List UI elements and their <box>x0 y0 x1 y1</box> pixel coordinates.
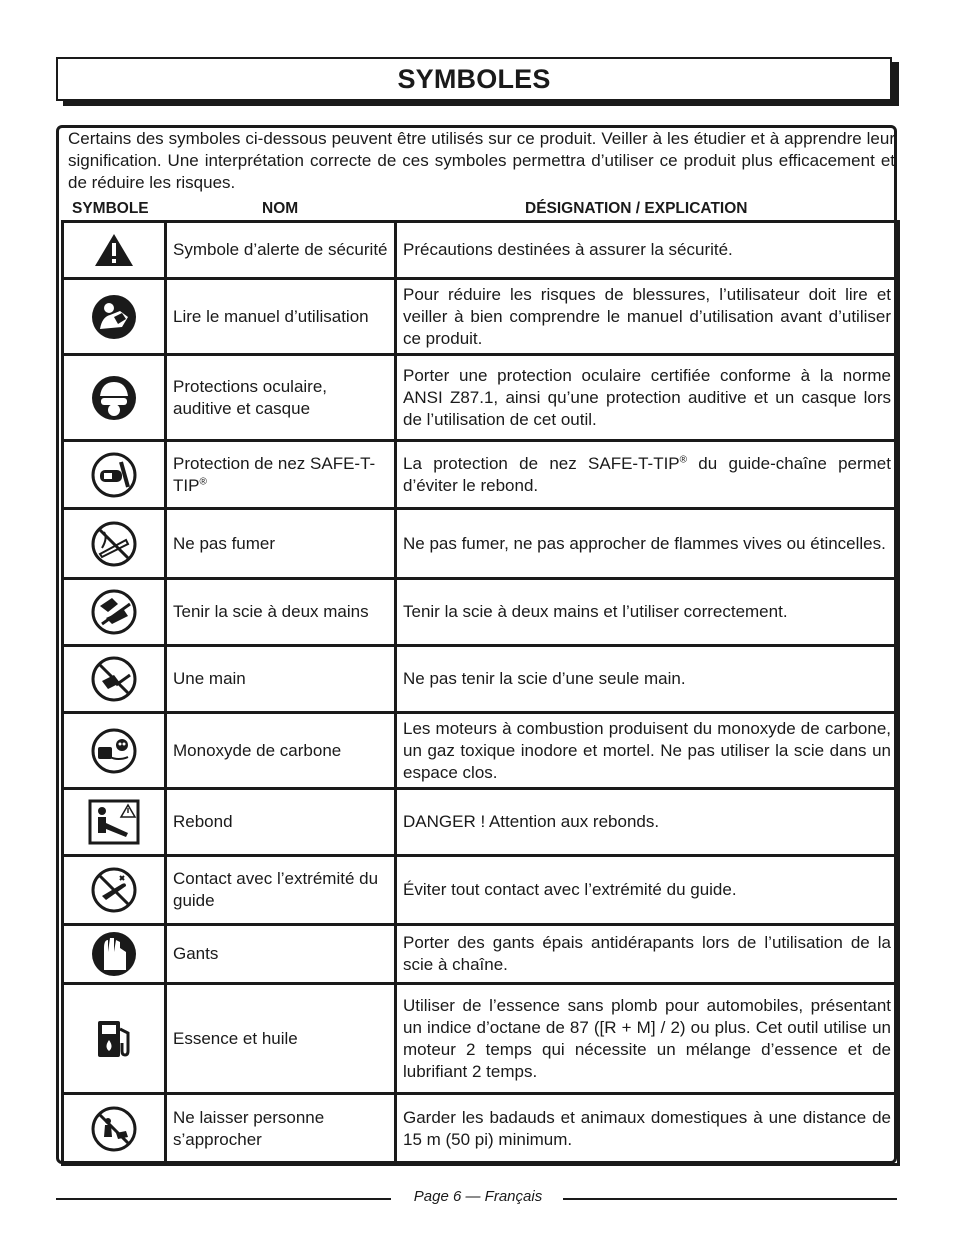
symbol-description: Pour réduire les risques de blessures, l’utilisateur doit lire et veiller à bien comprendre le manuel d’utilisation avant d’utiliser ce produit. <box>396 279 899 355</box>
table-row <box>63 279 899 355</box>
symbol-name: Une main <box>166 646 396 713</box>
table-row <box>63 355 899 441</box>
safety-alert-icon <box>94 233 134 267</box>
symbol-description: Ne pas fumer, ne pas approcher de flammes vives ou étincelles. <box>396 509 899 579</box>
safe-t-tip-icon <box>90 451 138 499</box>
gloves-icon <box>90 930 138 978</box>
symbol-description: Précautions destinées à assurer la sécurité. <box>396 222 899 279</box>
symbol-name: Essence et huile <box>166 984 396 1094</box>
read-manual-icon <box>90 293 138 341</box>
table-row <box>63 984 899 1094</box>
table-row <box>63 925 899 984</box>
symbol-name: Monoxyde de carbone <box>166 713 396 789</box>
table-row <box>63 713 899 789</box>
intro-paragraph: Certains des symboles ci-dessous peuvent être utilisés sur ce produit. Veiller à les étudier et à apprendre leur signification. Une interprétation correcte de ces symboles permettra d’utiliser ce produit plus efficacement et de réduire les risques. <box>68 129 895 192</box>
table-row <box>63 441 899 509</box>
symbol-description: Les moteurs à combustion produisent du monoxyde de carbone, un gaz toxique inodore et mortel. Ne pas utiliser la scie dans un espace clos. <box>396 713 899 789</box>
symbol-description: La protection de nez SAFE-T-TIP <box>403 453 680 473</box>
symbol-description: Ne pas tenir la scie d’une seule main. <box>396 646 899 713</box>
page-footer: Page 6 — Français <box>413 1188 543 1205</box>
symbol-name: Contact avec l’extrémité du guide <box>166 856 396 925</box>
symbol-name: Protections oculaire, auditive et casque <box>166 355 396 441</box>
symbol-name: Gants <box>166 925 396 984</box>
carbon-monoxide-icon <box>90 727 138 775</box>
page-title: SYMBOLES <box>56 57 892 101</box>
kickback-icon <box>88 799 140 845</box>
table-row <box>63 1094 899 1165</box>
table-row <box>63 222 899 279</box>
column-header-symbol: SYMBOLE <box>72 200 149 217</box>
table-row <box>63 509 899 579</box>
symbol-description: Porter des gants épais antidérapants lors de l’utilisation de la scie à chaîne. <box>396 925 899 984</box>
symbol-description: Tenir la scie à deux mains et l’utiliser correctement. <box>396 579 899 646</box>
two-hands-icon <box>90 588 138 636</box>
keep-bystanders-away-icon <box>90 1105 138 1153</box>
symbol-description: Garder les badauds et animaux domestiques à une distance de 15 m (50 pi) minimum. <box>396 1094 899 1165</box>
column-header-designation: DÉSIGNATION / EXPLICATION <box>525 200 748 217</box>
symbol-description: Porter une protection oculaire certifiée conforme à la norme ANSI Z87.1, ainsi qu’une protection auditive et un casque lors de l’utilisation de cet outil. <box>396 355 899 441</box>
symbol-name: Lire le manuel d’utilisation <box>166 279 396 355</box>
symbol-name: Protection de nez SAFE-T-TIP <box>173 453 376 495</box>
no-tip-contact-icon <box>90 866 138 914</box>
symbol-name: Symbole d’alerte de sécurité <box>166 222 396 279</box>
eye-ear-head-protection-icon <box>90 374 138 422</box>
footer-rule-right <box>563 1198 897 1200</box>
no-smoking-icon <box>90 520 138 568</box>
fuel-pump-icon <box>92 1017 136 1061</box>
symbols-table <box>61 220 900 1166</box>
registered-mark: ® <box>679 453 688 465</box>
table-row <box>63 579 899 646</box>
registered-mark: ® <box>199 475 207 487</box>
symbol-description-rest: du guide-chaîne permet d’éviter le rebond. <box>403 453 891 495</box>
footer-rule-left <box>56 1198 391 1200</box>
table-row <box>63 856 899 925</box>
no-one-hand-icon <box>90 655 138 703</box>
column-header-name: NOM <box>262 200 299 217</box>
table-row <box>63 646 899 713</box>
symbol-description: DANGER ! Attention aux rebonds. <box>396 789 899 856</box>
symbol-description: Utiliser de l’essence sans plomb pour automobiles, présentant un indice d’octane de 87 ([R + M] / 2) ou plus. Cet outil utilise un moteur 2 temps qui nécessite un mélange d’essence et de lubrifiant 2 temps. <box>396 984 899 1094</box>
symbol-name: Ne pas fumer <box>166 509 396 579</box>
symbol-name: Ne laisser personne s’approcher <box>166 1094 396 1165</box>
symbol-name: Tenir la scie à deux mains <box>166 579 396 646</box>
symbol-name: Rebond <box>166 789 396 856</box>
table-row <box>63 789 899 856</box>
symbol-description: Éviter tout contact avec l’extrémité du guide. <box>396 856 899 925</box>
